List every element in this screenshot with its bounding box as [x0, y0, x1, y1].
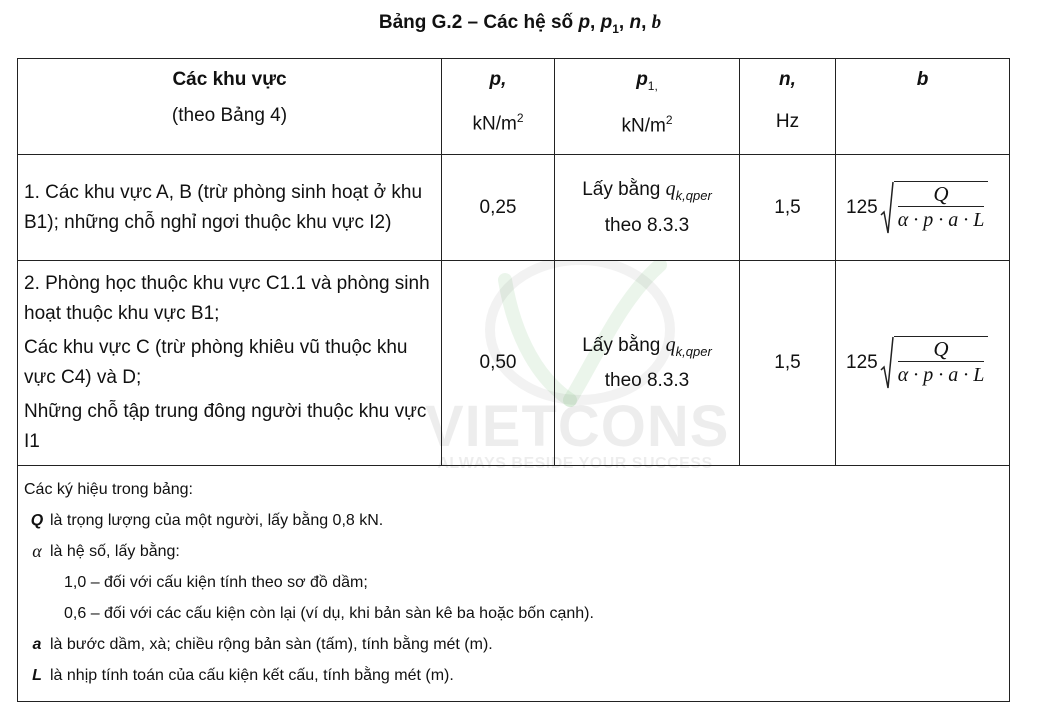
- region-cell: [18, 261, 442, 466]
- b-coefficient: 125: [846, 196, 878, 218]
- note-symbol: L: [32, 667, 42, 684]
- p1-q-subscript: k,qper: [675, 343, 712, 359]
- sqrt-symbol-icon: [880, 181, 894, 235]
- sqrt-symbol-icon: [880, 336, 894, 390]
- b-formula: [836, 155, 1010, 261]
- p1-q-symbol: q: [665, 178, 676, 201]
- note-symbol: α: [32, 541, 42, 561]
- note-text: là bước dầm, xà; chiều rộng bản sàn (tấm), tính bằng mét (m).: [50, 636, 493, 653]
- sqrt-radical: [880, 336, 989, 390]
- header-p-unit: [443, 111, 553, 135]
- note-symbol: Q: [30, 512, 44, 529]
- notes-row: [18, 466, 1010, 702]
- note-text: 1,0 – đối với cấu kiện tính theo sơ đồ dầm;: [64, 574, 368, 591]
- title-symbol-b: b: [651, 12, 662, 33]
- header-p1-unit-exp: 2: [665, 112, 673, 127]
- title-separator: ,: [641, 12, 652, 33]
- table-row: [18, 155, 1010, 261]
- header-regions: [18, 59, 442, 155]
- b-denominator: α · p · a · L: [897, 208, 985, 231]
- region-text: 2. Phòng học thuộc khu vực C1.1 và phòng sinh hoạt thuộc khu vực B1;: [24, 273, 430, 324]
- note-text: là trọng lượng của một người, lấy bằng 0,8 kN.: [50, 512, 384, 529]
- table-title: [0, 12, 1040, 36]
- region-text: Các khu vực C (trừ phòng khiêu vũ thuộc khu vực C4) và D;: [24, 337, 408, 388]
- p-value: 0,50: [442, 261, 555, 466]
- note-item: [24, 567, 1001, 598]
- title-separator: ,: [590, 12, 601, 33]
- header-row: [18, 59, 1010, 155]
- note-item: [24, 536, 1001, 567]
- sqrt-radical: [880, 181, 989, 235]
- header-p-unit-exp: 2: [516, 111, 524, 125]
- note-text: là hệ số, lấy bằng:: [50, 543, 180, 560]
- header-p: [442, 59, 555, 155]
- header-b: [836, 59, 1010, 155]
- p1-q-symbol: q: [665, 333, 676, 356]
- p1-prefix: Lấy bằng: [582, 334, 666, 356]
- note-item: [24, 598, 1001, 629]
- header-p-unit-text: kN/m: [472, 113, 517, 135]
- coefficient-table: [17, 58, 1010, 702]
- note-item: [24, 505, 1001, 536]
- b-denominator: α · p · a · L: [897, 364, 985, 386]
- note-item: [24, 629, 1001, 660]
- b-formula: [836, 261, 1010, 466]
- title-symbol-p1-subscript: 1: [612, 21, 619, 36]
- notes-heading: Các ký hiệu trong bảng:: [24, 481, 193, 498]
- header-n-symbol: n,: [779, 69, 796, 90]
- p1-prefix: Lấy bằng: [582, 179, 666, 201]
- header-b-symbol: b: [916, 69, 929, 90]
- header-p1-unit: [556, 113, 738, 137]
- header-p1-unit-text: kN/m: [621, 115, 666, 137]
- header-regions-ref: (theo Bảng 4): [171, 105, 288, 126]
- title-separator: ,: [618, 12, 630, 33]
- table-row: [18, 261, 1010, 466]
- n-value: 1,5: [740, 155, 836, 261]
- region-text: 1. Các khu vực A, B (trừ phòng sinh hoạt ở khu B1); những chỗ nghỉ ngơi thuộc khu vực I2): [24, 181, 423, 233]
- header-regions-label: Các khu vực: [172, 69, 287, 90]
- note-item: [24, 660, 1001, 691]
- header-p1: [555, 59, 740, 155]
- b-coefficient: 125: [846, 352, 878, 373]
- header-p1-symbol: p: [636, 69, 648, 90]
- n-value: 1,5: [740, 261, 836, 466]
- note-text: 0,6 – đối với các cấu kiện còn lại (ví dụ, khi bản sàn kê ba hoặc bốn cạnh).: [64, 605, 594, 622]
- p1-q-subscript: k,qper: [675, 187, 712, 203]
- region-cell: [18, 155, 442, 261]
- p-value: 0,25: [442, 155, 555, 261]
- header-p-symbol: p,: [489, 69, 507, 90]
- note-text: là nhịp tính toán của cấu kiện kết cấu, tính bằng mét (m).: [50, 667, 454, 684]
- b-numerator: Q: [898, 337, 985, 362]
- region-text: Những chỗ tập trung đông người thuộc khu vực I1: [24, 401, 427, 452]
- title-symbol-n: n: [629, 12, 642, 33]
- title-prefix: Bảng G.2 – Các hệ số: [378, 12, 579, 33]
- p1-value: [555, 261, 740, 466]
- title-symbol-p1: p: [600, 12, 613, 33]
- watermark-brand: VIETCONS: [425, 394, 730, 459]
- note-symbol: a: [32, 636, 42, 653]
- watermark-slogan: ALWAYS BESIDE YOUR SUCCESS: [437, 455, 713, 472]
- notes-cell: [18, 466, 1010, 702]
- header-n: [740, 59, 836, 155]
- b-numerator: Q: [898, 182, 985, 207]
- p1-value: [555, 155, 740, 261]
- p1-reference: theo 8.3.3: [604, 214, 690, 236]
- header-n-unit: Hz: [775, 111, 800, 132]
- p1-reference: theo 8.3.3: [604, 370, 690, 392]
- header-p1-subscript: 1,: [647, 78, 658, 93]
- title-symbol-p: p: [578, 12, 591, 33]
